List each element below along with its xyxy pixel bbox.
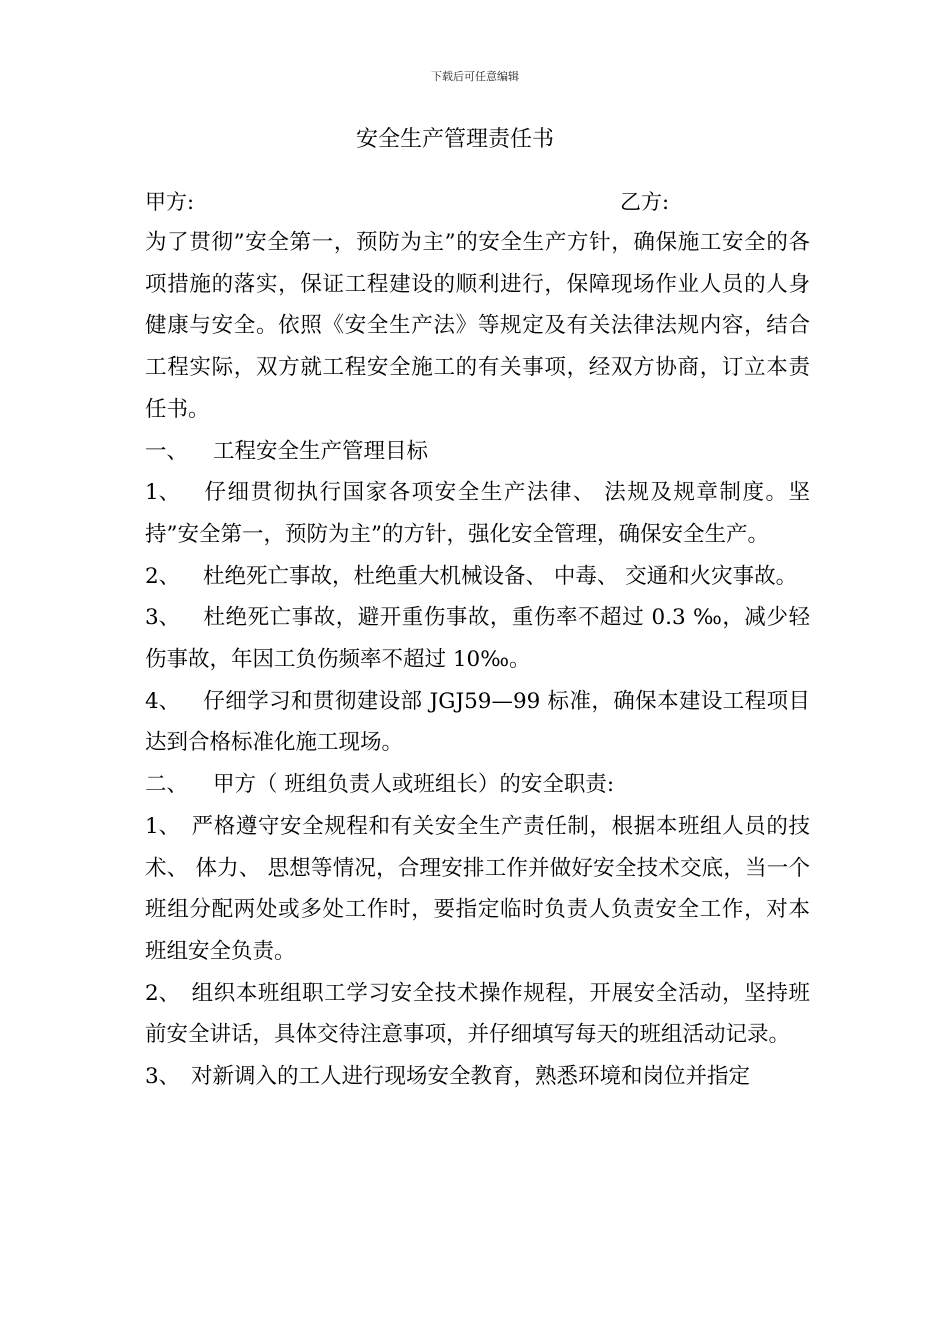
parties-line	[145, 186, 825, 216]
item-text: 对新调入的工人进行现场安全教育，熟悉环境和岗位并指定	[191, 1064, 751, 1090]
section-1-item	[145, 556, 810, 598]
download-note: 下载后可任意编辑	[431, 70, 519, 83]
item-number: 3、	[145, 605, 181, 631]
document-body	[145, 222, 810, 1098]
item-number: 3、	[145, 1064, 181, 1090]
section-title: 工程安全生产管理目标	[213, 438, 429, 464]
intro-paragraph: 为了贯彻”安全第一，预防为主”的安全生产方针，确保施工安全的各项措施的落实，保证工程建设的顺利进行，保障现场作业人员的人身健康与安全。依照《安全生产法》等规定及有关法律法规内容，结合工程实际，双方就工程安全施工的有关事项，经双方协商，订立本责任书。	[145, 230, 810, 422]
item-number: 2、	[145, 563, 181, 589]
item-text: 杜绝死亡事故，避开重伤事故，重伤率不超过 0.3 ‰，减少轻伤事故，年因工负伤频率不超过 10‰。	[145, 605, 810, 673]
item-number: 2、	[145, 980, 181, 1006]
section-1-item	[145, 472, 810, 555]
section-2-item	[145, 1056, 810, 1098]
item-number: 1、	[145, 813, 181, 839]
section-1-item	[145, 597, 810, 680]
section-2-item	[145, 806, 810, 973]
item-text: 严格遵守安全规程和有关安全生产责任制，根据本班组人员的技术、 体力、 思想等情况，合理安排工作并做好安全技术交底，当一个班组分配两处或多处工作时，要指定临时负责人负责安全工作，对本班组安全负责。	[145, 813, 810, 964]
section-number: 二、	[145, 772, 189, 798]
section-title: 甲方（ 班组负责人或班组长）的安全职责:	[213, 772, 615, 798]
item-number: 1、	[145, 480, 181, 506]
item-number: 4、	[145, 688, 181, 714]
section-2-item	[145, 973, 810, 1056]
document-title: 安全生产管理责任书	[355, 127, 554, 152]
party-b-label: 乙方:	[620, 190, 670, 214]
item-text: 杜绝死亡事故，杜绝重大机械设备、 中毒、 交通和火灾事故。	[203, 563, 798, 589]
section-1-item	[145, 681, 810, 764]
item-text: 仔细学习和贯彻建设部 JGJ59—99 标准，确保本建设工程项目达到合格标准化施工现场。	[145, 688, 810, 756]
section-1-heading	[145, 431, 810, 473]
party-a-label: 甲方:	[145, 190, 195, 214]
section-2-heading	[145, 764, 810, 806]
item-text: 组织本班组职工学习安全技术操作规程，开展安全活动，坚持班前安全讲话，具体交待注意事项，并仔细填写每天的班组活动记录。	[145, 980, 810, 1048]
section-number: 一、	[145, 438, 189, 464]
item-text: 仔细贯彻执行国家各项安全生产法律、 法规及规章制度。坚持”安全第一，预防为主”的方针，强化安全管理，确保安全生产。	[145, 480, 810, 547]
